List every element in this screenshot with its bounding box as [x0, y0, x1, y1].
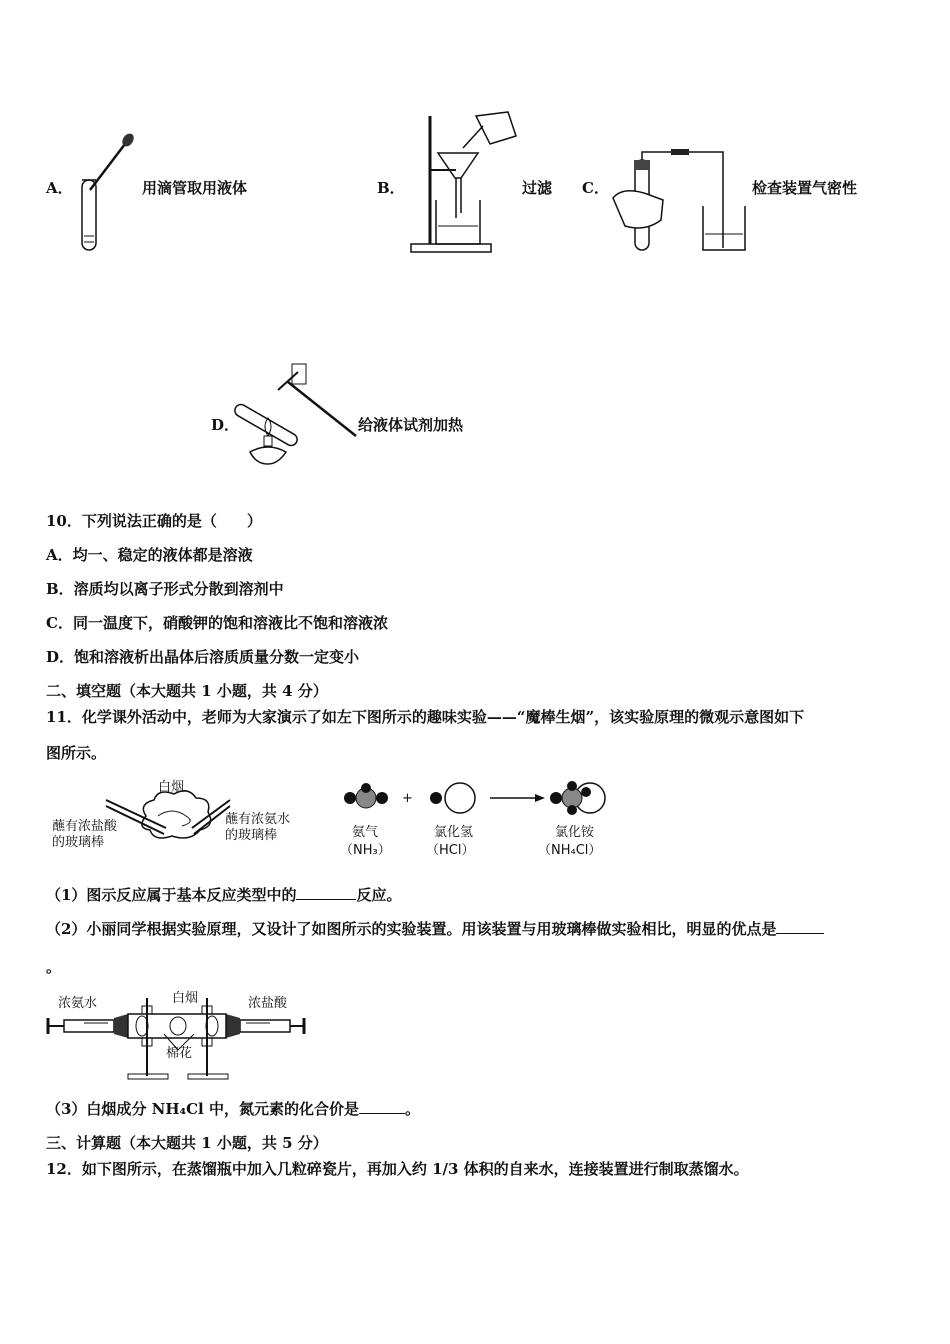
q11-sub2-end: 。: [46, 958, 62, 976]
nh3-name: 氨气: [352, 825, 379, 840]
option-b-text: 过滤: [522, 179, 553, 197]
q11-stem-line2: 图所示。: [46, 744, 107, 762]
option-c-letter: C．: [582, 179, 609, 197]
fig1-left-rod-line2: 的玻璃棒: [52, 835, 105, 850]
answer-blank-3[interactable]: [359, 1099, 405, 1114]
q11-sub3: [46, 1098, 420, 1119]
heating-liquid-figure: [238, 360, 358, 470]
fig3-smoke-label: 白烟: [172, 991, 199, 1006]
nh3-formula: （NH₃）: [340, 843, 391, 858]
q11-sub3-pre: （3）白烟成分 NH₄Cl 中，氮元素的化合价是: [46, 1100, 359, 1118]
option-a-text: 用滴管取用液体: [142, 179, 248, 197]
q11-stem-line1: 11．化学课外活动中，老师为大家演示了如左下图所示的趣味实验——“魔棒生烟”，该实验原理的微观示意图如下: [46, 708, 805, 726]
q10-option-c: C．同一温度下，硝酸钾的饱和溶液比不饱和溶液浓: [46, 614, 388, 632]
plus-sign: +: [402, 791, 413, 806]
fig1-right-rod-line2: 的玻璃棒: [225, 828, 278, 843]
filtration-figure: [408, 108, 523, 258]
option-b-letter: B．: [377, 179, 405, 197]
q10-option-a: A．均一、稳定的液体都是溶液: [46, 546, 253, 564]
fig1-smoke-label: 白烟: [158, 780, 185, 795]
hcl-formula: （HCl）: [426, 843, 475, 858]
answer-blank-1[interactable]: [296, 885, 356, 900]
q10-option-d: D．饱和溶液析出晶体后溶质质量分数一定变小: [46, 648, 360, 666]
option-d-letter: D．: [211, 416, 240, 434]
option-a-letter: A．: [46, 179, 73, 197]
fig1-left-rod-line1: 蘸有浓盐酸: [52, 819, 118, 834]
option-d-text: 给液体试剂加热: [358, 416, 464, 434]
q11-sub3-post: 。: [404, 1100, 420, 1118]
airtightness-figure: [605, 140, 755, 258]
q11-sub2: [46, 918, 824, 939]
q11-sub2-text: （2）小丽同学根据实验原理，又设计了如图所示的实验装置。用该装置与用玻璃棒做实验相比，明显的优点是: [46, 920, 777, 938]
answer-blank-2[interactable]: [776, 919, 824, 934]
fig1-right-rod-line1: 蘸有浓氨水: [225, 812, 291, 827]
section-2-title: 二、填空题（本大题共 1 小题，共 4 分）: [46, 682, 328, 700]
q11-sub1-post: 反应。: [356, 886, 402, 904]
q12-stem: 12．如下图所示，在蒸馏瓶中加入几粒碎瓷片，再加入约 1/3 体积的自来水，连接装置进行制取蒸馏水。: [46, 1160, 749, 1178]
q11-sub1: [46, 884, 401, 905]
q11-sub1-pre: （1）图示反应属于基本反应类型中的: [46, 886, 297, 904]
q10-option-b: B．溶质均以离子形式分散到溶剂中: [46, 580, 284, 598]
nh4cl-name: 氯化铵: [555, 825, 595, 840]
molecule-reaction-figure: [340, 784, 620, 816]
hcl-name: 氯化氢: [434, 825, 474, 840]
nh4cl-formula: （NH₄Cl）: [538, 843, 602, 858]
q10-stem: 10．下列说法正确的是（ ）: [46, 512, 262, 530]
option-c-text: 检查装置气密性: [752, 179, 858, 197]
dropper-tube-figure: [70, 132, 140, 262]
section-3-title: 三、计算题（本大题共 1 小题，共 5 分）: [46, 1134, 328, 1152]
fig3-cotton-label: 棉花: [166, 1046, 193, 1061]
fig3-hcl-label: 浓盐酸: [248, 996, 288, 1011]
fig3-ammonia-label: 浓氨水: [58, 996, 98, 1011]
